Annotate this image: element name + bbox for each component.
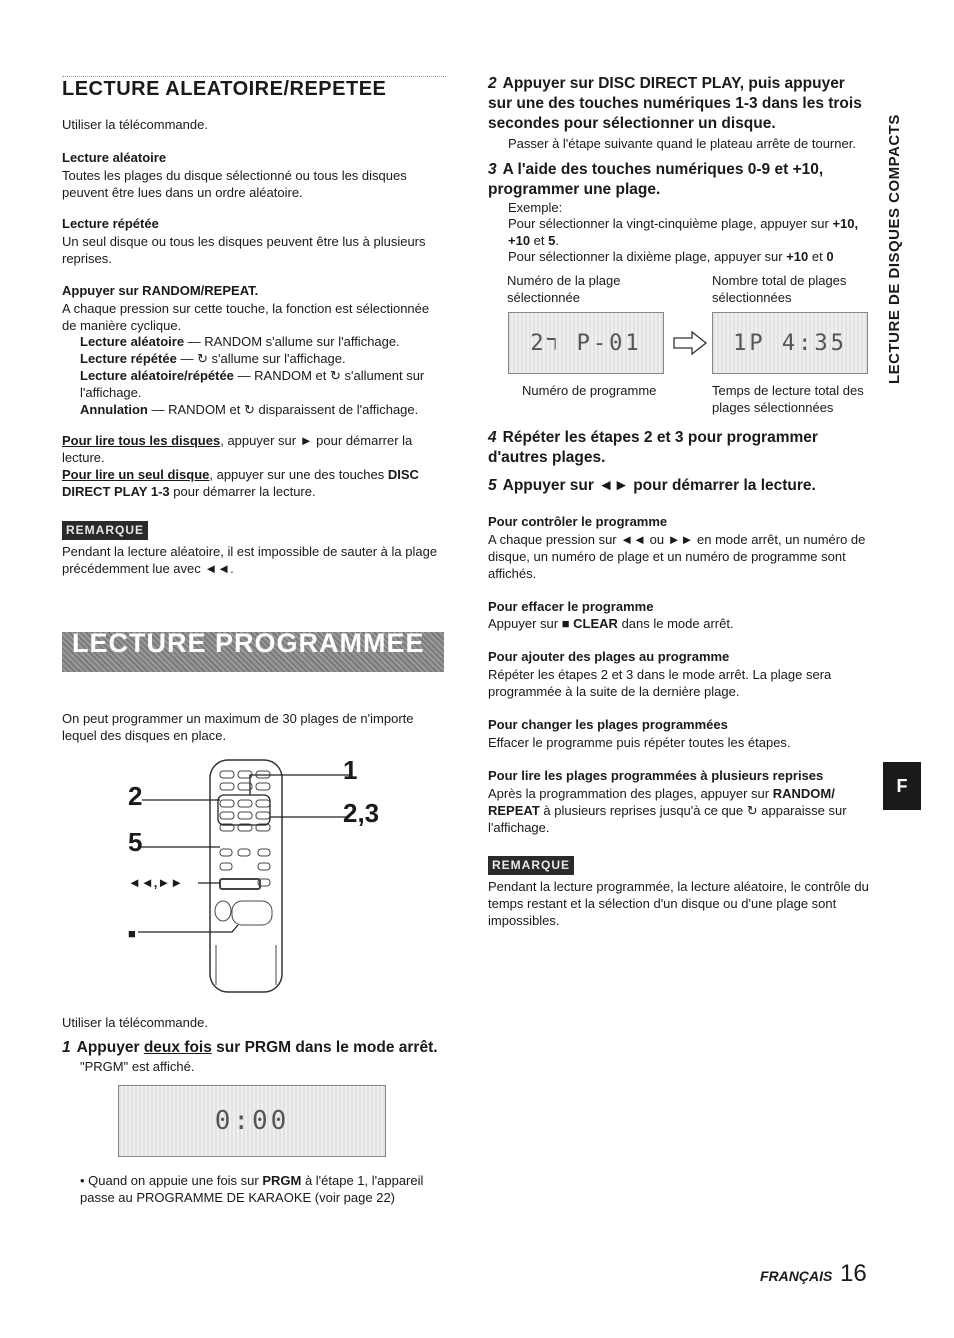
add-title: Pour ajouter des plages au programme: [488, 649, 730, 664]
press-text: A chaque pression sur cette touche, la fonction est sélectionnée de manière cyclique.: [62, 301, 430, 333]
mode-item: Lecture répétée — ↻ s'allume sur l'affichage.: [80, 351, 346, 366]
example-1: Pour sélectionner la vingt-cinquième plage, appuyer sur +10, +10 et 5.: [508, 216, 859, 248]
language-tab: F: [883, 762, 921, 810]
callout-stop: ■: [128, 926, 136, 941]
lcd-track-display: 2ר P-01: [508, 312, 664, 374]
lcd-total-display: 1P 4:35: [712, 312, 868, 374]
section-title-random-repeat: LECTURE ALEATOIRE/REPETEE: [62, 78, 387, 100]
callout-2-3: 2,3: [343, 798, 380, 828]
step-2-sub: Passer à l'étape suivante quand le plateau arrête de tourner.: [508, 136, 856, 151]
remark-badge-left: REMARQUE: [62, 521, 148, 540]
change-title: Pour changer les plages programmées: [488, 717, 728, 732]
remark-text-right: Pendant la lecture programmée, la lecture aléatoire, le contrôle du temps restant et la sélection d'un disque ou d'une plage sont impossibles.: [488, 879, 869, 928]
example-label: Exemple:: [508, 200, 563, 215]
callout-5: 5: [128, 827, 143, 857]
remark-badge-right: REMARQUE: [488, 856, 574, 875]
clear-text: Appuyer sur ■ CLEAR dans le mode arrêt.: [488, 616, 734, 631]
clear-title: Pour effacer le programme: [488, 599, 654, 614]
page-number: 16: [839, 1260, 867, 1287]
arrow-right-icon: [672, 330, 708, 360]
random-title: Lecture aléatoire: [62, 150, 167, 165]
intro-text: Utiliser la télécommande.: [62, 117, 208, 132]
footer-language: FRANÇAIS: [760, 1268, 833, 1284]
lcd-left-bottom-label: Numéro de programme: [522, 383, 657, 398]
step-1: 1 Appuyer deux fois sur PRGM dans le mode arrêt.: [62, 1039, 438, 1056]
callout-1: 1: [343, 755, 358, 785]
side-label: LECTURE DE DISQUES COMPACTS: [886, 114, 903, 384]
footer: [760, 1260, 867, 1287]
check-title: Pour contrôler le programme: [488, 514, 668, 529]
add-text: Répéter les étapes 2 et 3 dans le mode arrêt. La plage sera programmée à la suite de la dernière plage.: [488, 667, 832, 699]
one-disc-text: Pour lire un seul disque, appuyer sur une des touches DISC DIRECT PLAY 1-3 pour démarrer la lecture.: [62, 467, 419, 499]
callout-skip: ◄◄,►►: [128, 875, 184, 890]
lcd-prgm-display: 0:00: [118, 1085, 386, 1157]
lcd-right-bottom-label: Temps de lecture total des plages sélectionnées: [712, 383, 864, 415]
mode-item: Lecture aléatoire — RANDOM s'allume sur l'affichage.: [80, 334, 400, 349]
change-text: Effacer le programme puis répéter toutes les étapes.: [488, 735, 791, 750]
bullet-karaoke: • Quand on appuie une fois sur PRGM à l'étape 1, l'appareil passe au PROGRAMME DE KARAOKE (voir page 22): [80, 1173, 424, 1205]
remark-text-left: Pendant la lecture aléatoire, il est impossible de sauter à la plage précédemment lue avec ◄◄.: [62, 544, 438, 576]
step-5: 5 Appuyer sur ◄► pour démarrer la lecture.: [488, 477, 816, 494]
step-4: 4 Répéter les étapes 2 et 3 pour programmer d'autres plages.: [488, 429, 818, 466]
lcd-right-top-label: Nombre total de plages sélectionnées: [712, 273, 847, 305]
repeat-prog-text: Après la programmation des plages, appuyer sur RANDOM/ REPEAT à plusieurs reprises jusqu'à ce que ↻ apparaisse sur l'affichage.: [488, 786, 847, 835]
check-text: A chaque pression sur ◄◄ ou ►► en mode arrêt, un numéro de disque, un numéro de plage et un numéro de programme sont affichés.: [488, 532, 866, 581]
step-1-sub: "PRGM" est affiché.: [80, 1059, 195, 1074]
repeat-text: Un seul disque ou tous les disques peuvent être lus à plusieurs reprises.: [62, 234, 426, 266]
random-text: Toutes les plages du disque sélectionné ou tous les disques peuvent être lues dans un ordre aléatoire.: [62, 168, 407, 200]
press-title: Appuyer sur RANDOM/REPEAT.: [62, 283, 259, 298]
step-2: 2 Appuyer sur DISC DIRECT PLAY, puis appuyer sur une des touches numériques 1-3 dans les trois secondes pour sélectionner un disque.: [488, 75, 862, 132]
lcd-left-top-label: Numéro de la plage sélectionnée: [507, 273, 621, 305]
program-intro: On peut programmer un maximum de 30 plages de n'importe lequel des disques en place.: [62, 711, 414, 743]
example-2: Pour sélectionner la dixième plage, appuyer sur +10 et 0: [508, 249, 834, 264]
step-3: 3 A l'aide des touches numériques 0-9 et +10, programmer une plage.: [488, 161, 824, 198]
banner-lecture-programmee: LECTURE PROGRAMMEE: [62, 632, 444, 672]
mode-list: [80, 333, 446, 418]
remote-caption: Utiliser la télécommande.: [62, 1015, 208, 1030]
repeat-title: Lecture répétée: [62, 216, 159, 231]
mode-item: Lecture aléatoire/répétée — RANDOM et ↻ s'allument sur l'affichage.: [80, 368, 425, 400]
all-discs-text: Pour lire tous les disques, appuyer sur ► pour démarrer la lecture.: [62, 433, 413, 465]
repeat-prog-title: Pour lire les plages programmées à plusieurs reprises: [488, 768, 824, 783]
mode-item: Annulation — RANDOM et ↻ disparaissent de l'affichage.: [80, 402, 419, 417]
top-rule: [62, 76, 446, 77]
callout-2: 2: [128, 781, 143, 811]
